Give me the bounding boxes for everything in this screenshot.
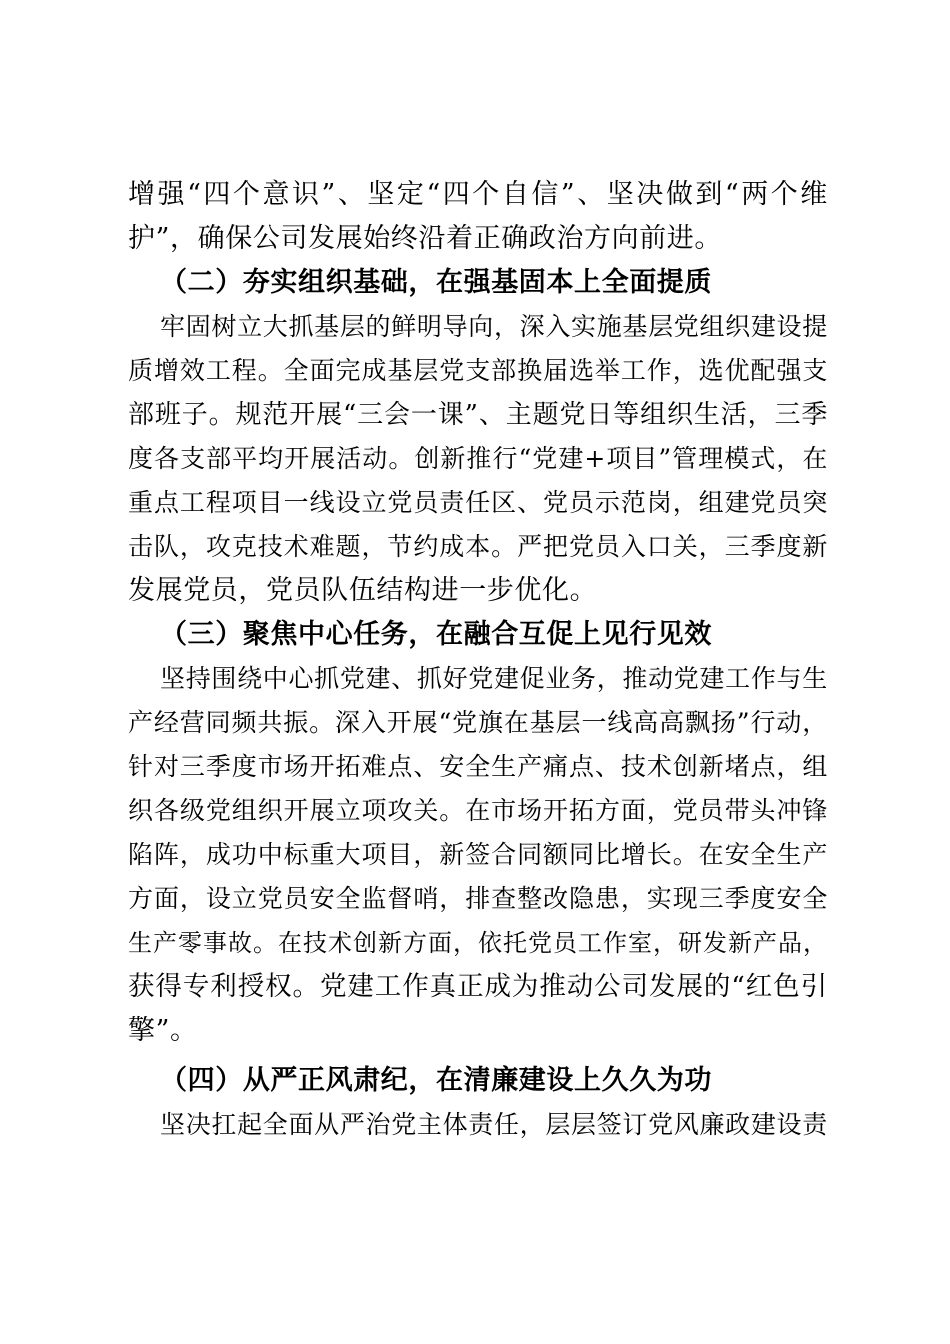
body-line: 坚 决 扛 起 全 面 从 严 治 党 主 体 责 任 ， 层 层 签 订 党 风 廉 政 建 设 责 xyxy=(160,1110,828,1139)
body-line: 产 经 营 同 频 共 振 。 深 入 开 展 “ 党 旗 在 基 层 一 线 高 高 飘 扬 ” 行 动 ， xyxy=(128,708,828,737)
body-line: 重 点 工 程 项 目 一 线 设 立 党 员 责 任 区 、 党 员 示 范 岗 ， 组 建 党 员 突 xyxy=(128,488,828,517)
body-line: 坚 持 围 绕 中 心 抓 党 建 、 抓 好 党 建 促 业 务 ， 推 动 党 建 工 作 与 生 xyxy=(160,664,828,693)
body-line: 增 强 “ 四 个 意 识 ” 、 坚 定 “ 四 个 自 信 ” 、 坚 决 做 到 “ 两 个 维 xyxy=(128,179,828,210)
body-line: 质 增 效 工 程 。 全 面 完 成 基 层 党 支 部 换 届 选 举 工 作 ， 选 优 配 强 支 xyxy=(128,356,828,385)
body-line: 生 产 零 事 故 。 在 技 术 创 新 方 面 ， 依 托 党 员 工 作 室 ， 研 发 新 产 品 ， xyxy=(128,929,828,957)
body-line: 发展党员，党员队伍结构进一步优化。 xyxy=(128,575,598,606)
section-heading: （二）夯实组织基础，在强基固本上全面提质 xyxy=(160,267,712,298)
body-line: 陷 阵 ， 成 功 中 标 重 大 项 目 ， 新 签 合 同 额 同 比 增 长 。 在 安 全 生 产 xyxy=(128,840,828,869)
body-line: 度 各 支 部 平 均 开 展 活 动 。 创 新 推 行 “ 党 建 + 项 目 ” 管 理 模 式 ， 在 xyxy=(128,444,828,473)
body-line: 方 面 ， 设 立 党 员 安 全 监 督 哨 ， 排 查 整 改 隐 患 ， 实 现 三 季 度 安 全 xyxy=(128,884,828,913)
body-line: 部 班 子 。 规 范 开 展 “ 三 会 一 课 ” 、 主 题 党 日 等 组 织 生 活 ， 三 季 xyxy=(128,400,828,430)
body-line: 护”，确保公司发展始终沿着正确政治方向前进。 xyxy=(128,223,723,254)
body-line: 织 各 级 党 组 织 开 展 立 项 攻 关 。 在 市 场 开 拓 方 面 ， 党 员 带 头 冲 锋 xyxy=(128,796,828,825)
body-line: 牢 固 树 立 大 抓 基 层 的 鲜 明 导 向 ， 深 入 实 施 基 层 党 组 织 建 设 提 xyxy=(160,312,828,341)
body-line: 获 得 专 利 授 权 。 党 建 工 作 真 正 成 为 推 动 公 司 发 展 的 “ 红 色 引 xyxy=(128,971,828,1002)
body-line: 针 对 三 季 度 市 场 开 拓 难 点 、 安 全 生 产 痛 点 、 技 术 创 新 堵 点 ， 组 xyxy=(128,752,828,781)
section-heading: （三）聚焦中心任务，在融合互促上见行见效 xyxy=(160,619,712,650)
body-line: 擎”。 xyxy=(128,1015,198,1046)
body-line: 击 队 ， 攻 克 技 术 难 题 ， 节 约 成 本 。 严 把 党 员 入 口 关 ， 三 季 度 新 xyxy=(128,532,828,561)
section-heading: （四）从严正风肃纪，在清廉建设上久久为功 xyxy=(160,1065,712,1096)
